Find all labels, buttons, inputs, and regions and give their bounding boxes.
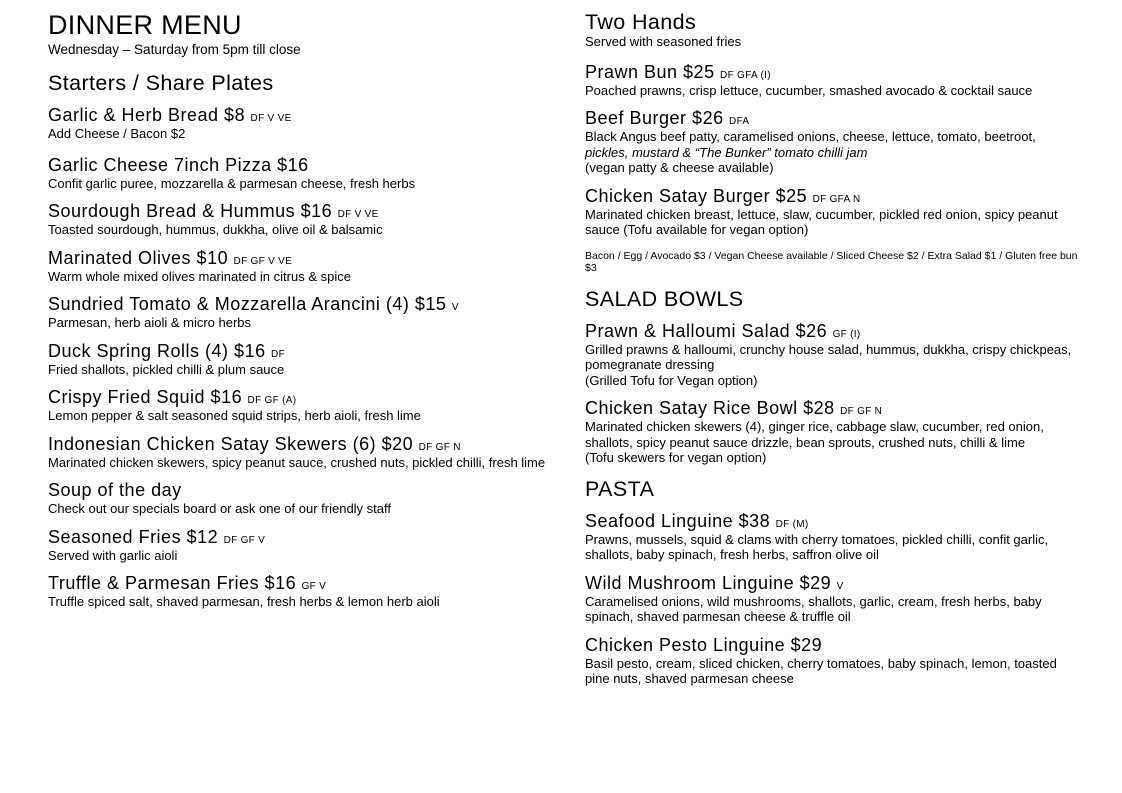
item-description: Poached prawns, crisp lettuce, cucumber, smashed avocado & cocktail sauce: [585, 82, 1033, 98]
item-description: Basil pesto, cream, sliced chicken, cherry tomatoes, baby spinach, lemon, toasted pine nuts, shaved parmesan cheese: [585, 655, 1057, 686]
item-name: Garlic & Herb Bread $8: [48, 105, 246, 125]
right-column: [585, 0, 1080, 687]
dietary-tags: GF V: [301, 581, 327, 592]
item-description: Grilled prawns & halloumi, crunchy house salad, hummus, dukkha, crispy chickpeas, pomegranate dressing: [585, 341, 1072, 372]
dietary-tags: DF GFA N: [812, 193, 861, 205]
section-heading-pasta: PASTA: [585, 476, 655, 501]
item-name: Beef Burger $26: [585, 108, 724, 128]
menu-title: DINNER MENU: [48, 10, 242, 40]
item-note: (Grilled Tofu for Vegan option): [585, 372, 758, 388]
section-heading-salad-bowls: SALAD BOWLS: [585, 286, 744, 311]
menu-item: [585, 511, 1080, 563]
menu-item: [48, 341, 548, 378]
item-name: Seafood Linguine $38: [585, 510, 771, 531]
dietary-tags: GF (I): [832, 328, 861, 340]
item-name: Wild Mushroom Linguine $29: [585, 572, 832, 593]
item-description: Fried shallots, pickled chilli & plum sauce: [48, 361, 285, 377]
item-description: Check out our specials board or ask one of our friendly staff: [48, 501, 392, 516]
dietary-tags: DF GFA (I): [720, 69, 771, 81]
item-description: Lemon pepper & salt seasoned squid strips, herb aioli, fresh lime: [48, 408, 421, 423]
item-description: Truffle spiced salt, shaved parmesan, fresh herbs & lemon herb aioli: [48, 594, 440, 609]
dietary-tags: DF GF N: [418, 441, 461, 453]
item-name: Crispy Fried Squid $16: [48, 387, 243, 407]
section-heading-starters: Starters / Share Plates: [48, 71, 274, 95]
dietary-tags: DFA: [729, 116, 750, 127]
item-description: Add Cheese / Bacon $2: [48, 126, 186, 141]
dietary-tags: DF GF V VE: [233, 255, 293, 267]
menu-item: [585, 398, 1080, 466]
menu-item: [585, 186, 1080, 238]
item-description: [585, 129, 1080, 176]
item-description-line: pickles, mustard & “The Bunker” tomato chilli jam: [585, 144, 868, 160]
left-column: [48, 0, 548, 610]
menu-item: [48, 527, 548, 564]
menu-hours: Wednesday – Saturday from 5pm till close: [48, 42, 301, 57]
item-name: Sourdough Bread & Hummus $16: [48, 201, 333, 221]
item-name: Soup of the day: [48, 480, 182, 500]
menu-item: [48, 248, 548, 285]
item-name: Truffle & Parmesan Fries $16: [48, 573, 297, 593]
item-name: Chicken Pesto Linguine $29: [585, 634, 823, 655]
extras-list: Bacon / Egg / Avocado $3 / Vegan Cheese available / Sliced Cheese $2 / Extra Salad $1 / Gluten free bun $3: [585, 249, 1078, 274]
item-name: Sundried Tomato & Mozzarella Arancini (4) $15: [48, 294, 447, 314]
item-name: Indonesian Chicken Satay Skewers (6) $20: [48, 433, 414, 454]
item-name: Seasoned Fries $12: [48, 526, 219, 547]
item-description: Parmesan, herb aioli & micro herbs: [48, 315, 252, 330]
item-name: Garlic Cheese 7inch Pizza $16: [48, 154, 309, 175]
menu-item: [48, 105, 548, 142]
item-description: Served with garlic aioli: [48, 547, 178, 563]
item-name: Marinated Olives $10: [48, 247, 229, 268]
section-heading-two-hands: Two Hands: [585, 10, 697, 34]
item-name: Duck Spring Rolls (4) $16: [48, 340, 266, 361]
menu-item: [48, 201, 548, 238]
item-description: Marinated chicken skewers, spicy peanut sauce, crushed nuts, pickled chilli, fresh lime: [48, 454, 546, 470]
menu-item: [48, 294, 548, 331]
dietary-tags: V: [451, 302, 459, 313]
menu-item: [585, 321, 1080, 389]
dietary-tags: DF GF (A): [247, 395, 297, 406]
menu-item: [585, 635, 1080, 687]
menu-item: [48, 387, 548, 424]
menu-item: [585, 62, 1080, 99]
dietary-tags: V: [836, 580, 844, 592]
dietary-tags: DF (M): [775, 518, 809, 530]
item-description: Caramelised onions, wild mushrooms, shallots, garlic, cream, fresh herbs, baby spinach, shaved parmesan cheese & truffle oil: [585, 593, 1042, 624]
dietary-tags: DF: [271, 348, 285, 360]
item-description: Toasted sourdough, hummus, dukkha, olive oil & balsamic: [48, 222, 383, 237]
item-name: Prawn Bun $25: [585, 61, 715, 82]
item-description: Confit garlic puree, mozzarella & parmesan cheese, fresh herbs: [48, 175, 416, 191]
dietary-tags: DF V VE: [250, 113, 292, 124]
item-name: Chicken Satay Burger $25: [585, 185, 808, 206]
menu-item: [48, 434, 548, 471]
section-subheading: Served with seasoned fries: [585, 34, 742, 49]
dietary-tags: DF V VE: [337, 209, 379, 220]
item-description-note: (vegan patty & cheese available): [585, 160, 774, 175]
menu-item: [585, 108, 1080, 176]
item-description: Marinated chicken breast, lettuce, slaw, cucumber, pickled red onion, spicy peanut sauce (Tofu available for vegan option): [585, 206, 1058, 237]
dietary-tags: DF GF V: [223, 534, 266, 546]
menu-item: [48, 573, 548, 610]
item-description: Warm whole mixed olives marinated in citrus & spice: [48, 268, 351, 284]
item-note: (Tofu skewers for vegan option): [585, 450, 767, 465]
dietary-tags: DF GF N: [840, 406, 883, 417]
menu-item: [585, 573, 1080, 625]
item-description: Prawns, mussels, squid & clams with cherry tomatoes, pickled chilli, confit garlic, shallots, baby spinach, fresh herbs, saffron olive oil: [585, 531, 1049, 562]
item-name: Chicken Satay Rice Bowl $28: [585, 398, 835, 418]
menu-item: [48, 480, 548, 517]
item-description-line: Black Angus beef patty, caramelised onions, cheese, lettuce, tomato, beetroot,: [585, 129, 1036, 144]
menu-item: [48, 155, 548, 192]
item-description: Marinated chicken skewers (4), ginger rice, cabbage slaw, cucumber, red onion, shallots, spicy peanut sauce drizzle, bean sprouts, crushed nuts, chilli & lime: [585, 419, 1044, 450]
item-name: Prawn & Halloumi Salad $26: [585, 320, 828, 341]
